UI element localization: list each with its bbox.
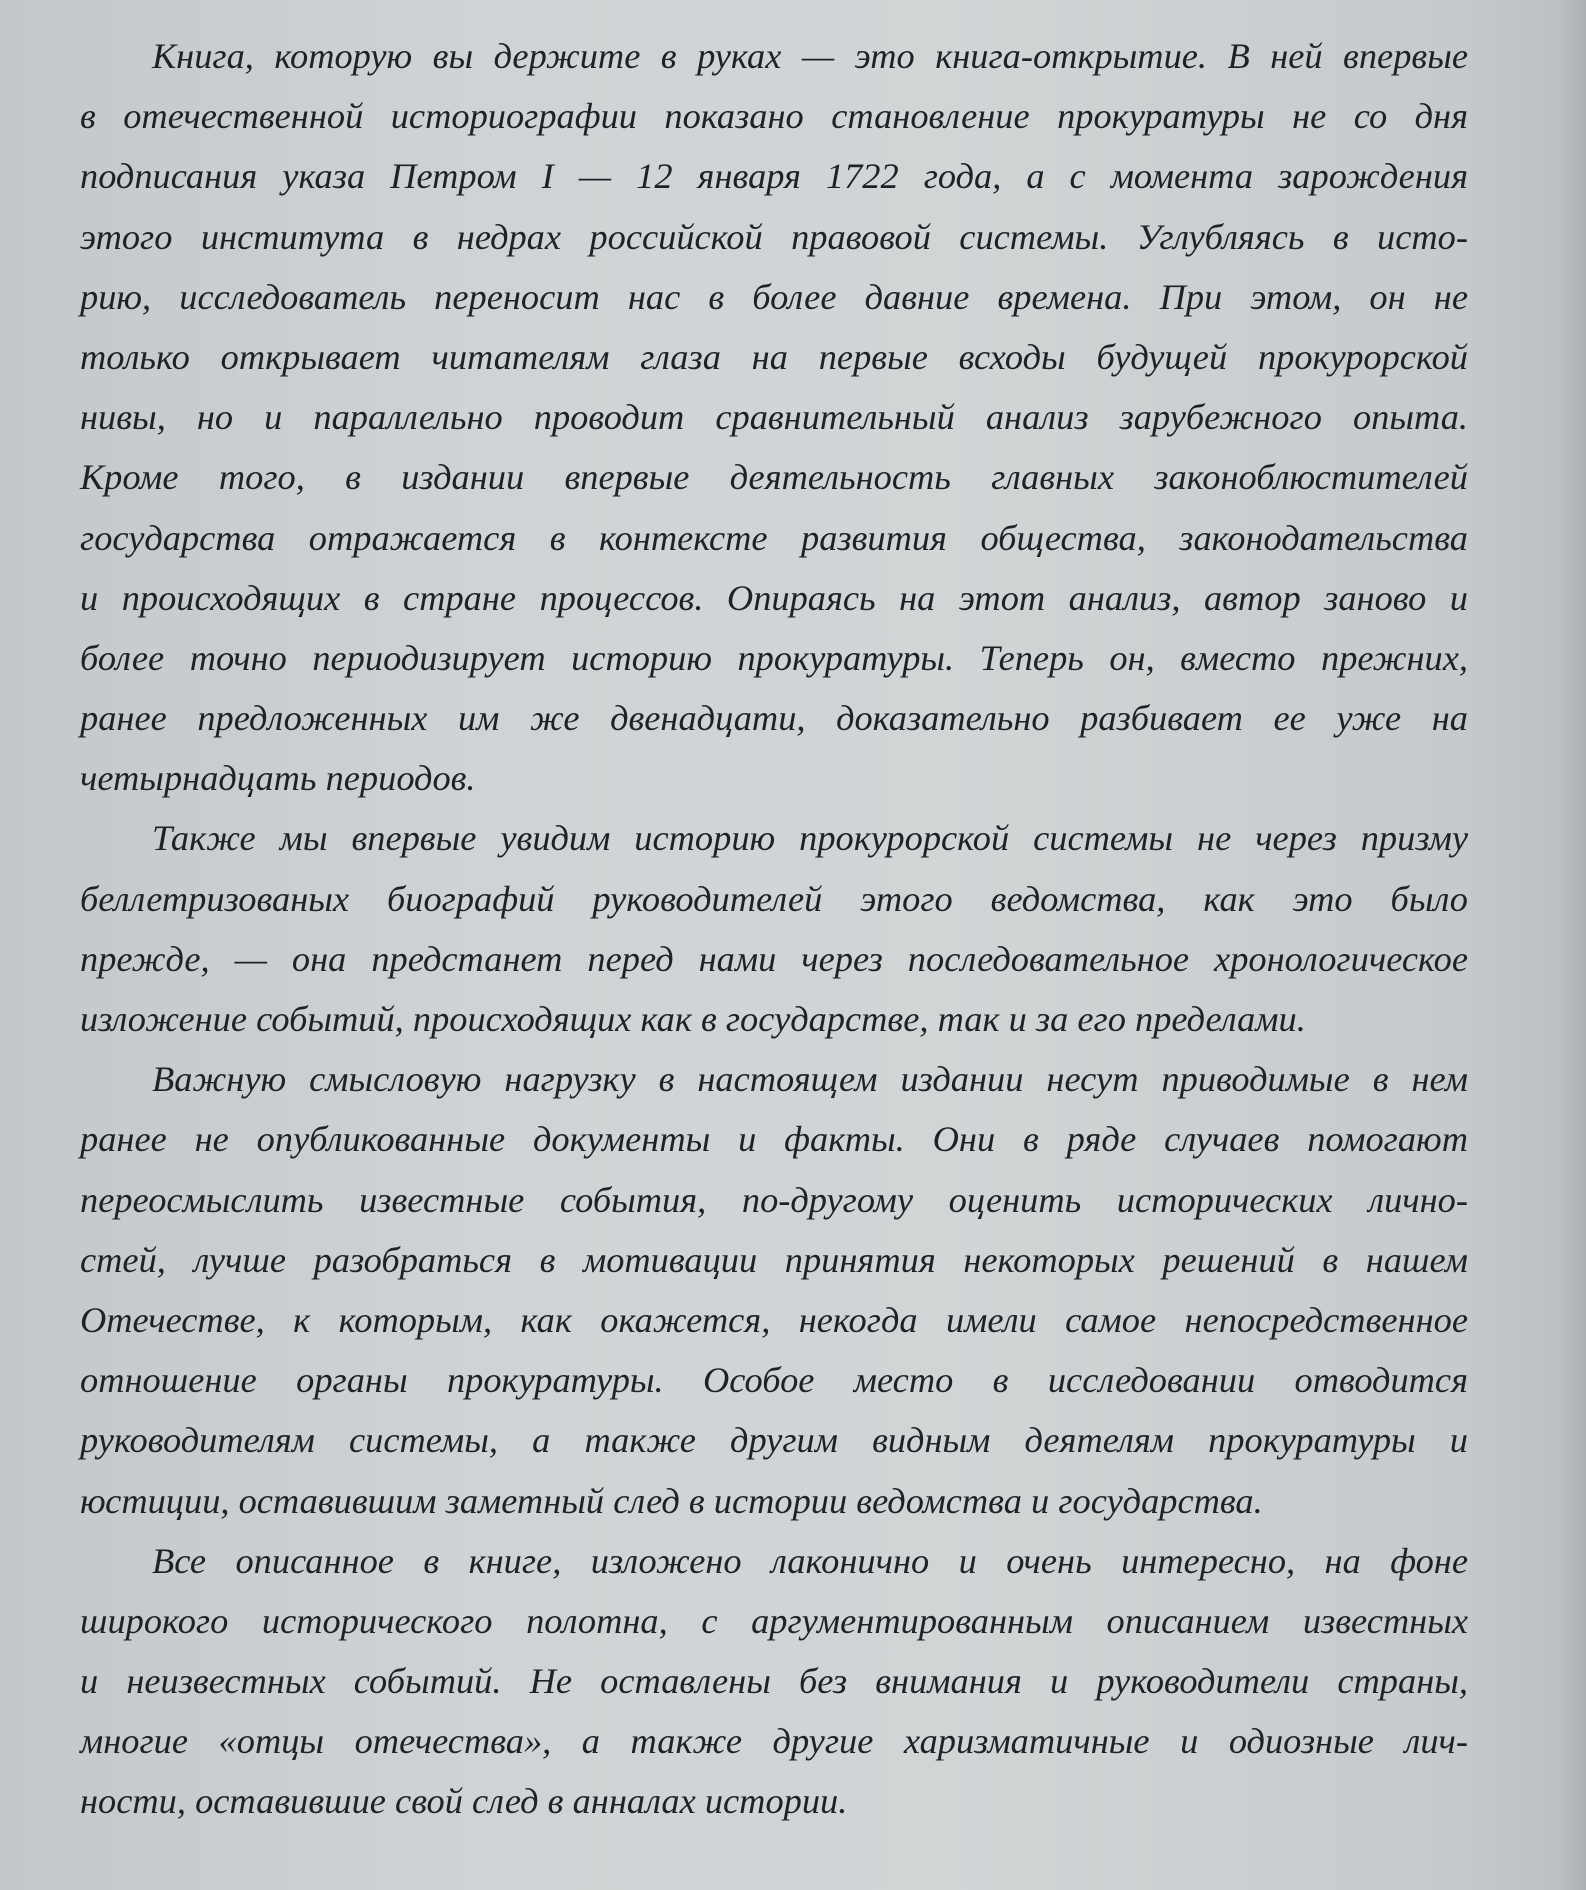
text-line: Кроме того, в издании впервые деятельность главных законоблюстителей [80, 457, 1468, 498]
text-line: широкого исторического полотна, с аргументированным описанием известных [80, 1600, 1468, 1641]
text-line: нивы, но и параллельно проводит сравнительный анализ зарубежного опыта. [80, 397, 1468, 438]
text-line: рию, исследователь переносит нас в более давние времена. При этом, он не [80, 276, 1468, 317]
text-line: и неизвестных событий. Не оставлены без внимания и руководители страны, [80, 1661, 1468, 1702]
text-line: ности, оставившие свой след в анналах истории. [80, 1781, 848, 1822]
text-line: этого института в недрах российской правовой системы. Углубляясь в исто- [80, 216, 1468, 257]
text-line: прежде, — она предстанет перед нами через последовательное хронологическое [80, 938, 1468, 979]
text-line: и происходящих в стране процессов. Опираясь на этот анализ, автор заново и [80, 577, 1468, 618]
text-line: ранее не опубликованные документы и факты. Они в ряде случаев помогают [80, 1119, 1468, 1160]
text-line: в отечественной историографии показано становление прокуратуры не со дня [80, 96, 1468, 137]
text-line: Все описанное в книге, изложено лаконично и очень интересно, на фоне [152, 1540, 1468, 1581]
text-line: Отечестве, к которым, как окажется, некогда имели самое непосредственное [80, 1299, 1468, 1340]
text-line: ранее предложенных им же двенадцати, доказательно разбивает ее уже на [80, 698, 1468, 739]
text-line: подписания указа Петром I — 12 января 1722 года, а с момента зарождения [80, 156, 1468, 197]
text-line: Важную смысловую нагрузку в настоящем издании несут приводимые в нем [152, 1059, 1468, 1100]
text-line: многие «отцы отечества», а также другие харизматичные и одиозные лич- [80, 1721, 1468, 1762]
body-text [80, 26, 1468, 1832]
text-line: четырнадцать периодов. [80, 758, 476, 799]
text-line: Также мы впервые увидим историю прокурорской системы не через призму [152, 818, 1468, 859]
text-line: отношение органы прокуратуры. Особое место в исследовании отводится [80, 1360, 1468, 1401]
text-line: стей, лучше разобраться в мотивации принятия некоторых решений в нашем [80, 1239, 1468, 1280]
text-line: беллетризованых биографий руководителей этого ведомства, как это было [80, 878, 1468, 919]
text-line: изложение событий, происходящих как в государстве, так и за его пределами. [80, 999, 1306, 1039]
text-line: переосмыслить известные события, по-другому оценить исторических лично- [80, 1179, 1468, 1220]
text-line: Книга, которую вы держите в руках — это книга-открытие. В ней впервые [152, 36, 1468, 76]
text-line: руководителям системы, а также другим видным деятелям прокуратуры и [80, 1420, 1468, 1461]
text-line: юстиции, оставившим заметный след в истории ведомства и государства. [80, 1480, 1263, 1521]
text-line: государства отражается в контексте развития общества, законодательства [80, 517, 1468, 558]
text-line: только открывает читателям глаза на первые всходы будущей прокурорской [80, 336, 1468, 377]
text-line: более точно периодизирует историю прокуратуры. Теперь он, вместо прежних, [80, 637, 1468, 678]
